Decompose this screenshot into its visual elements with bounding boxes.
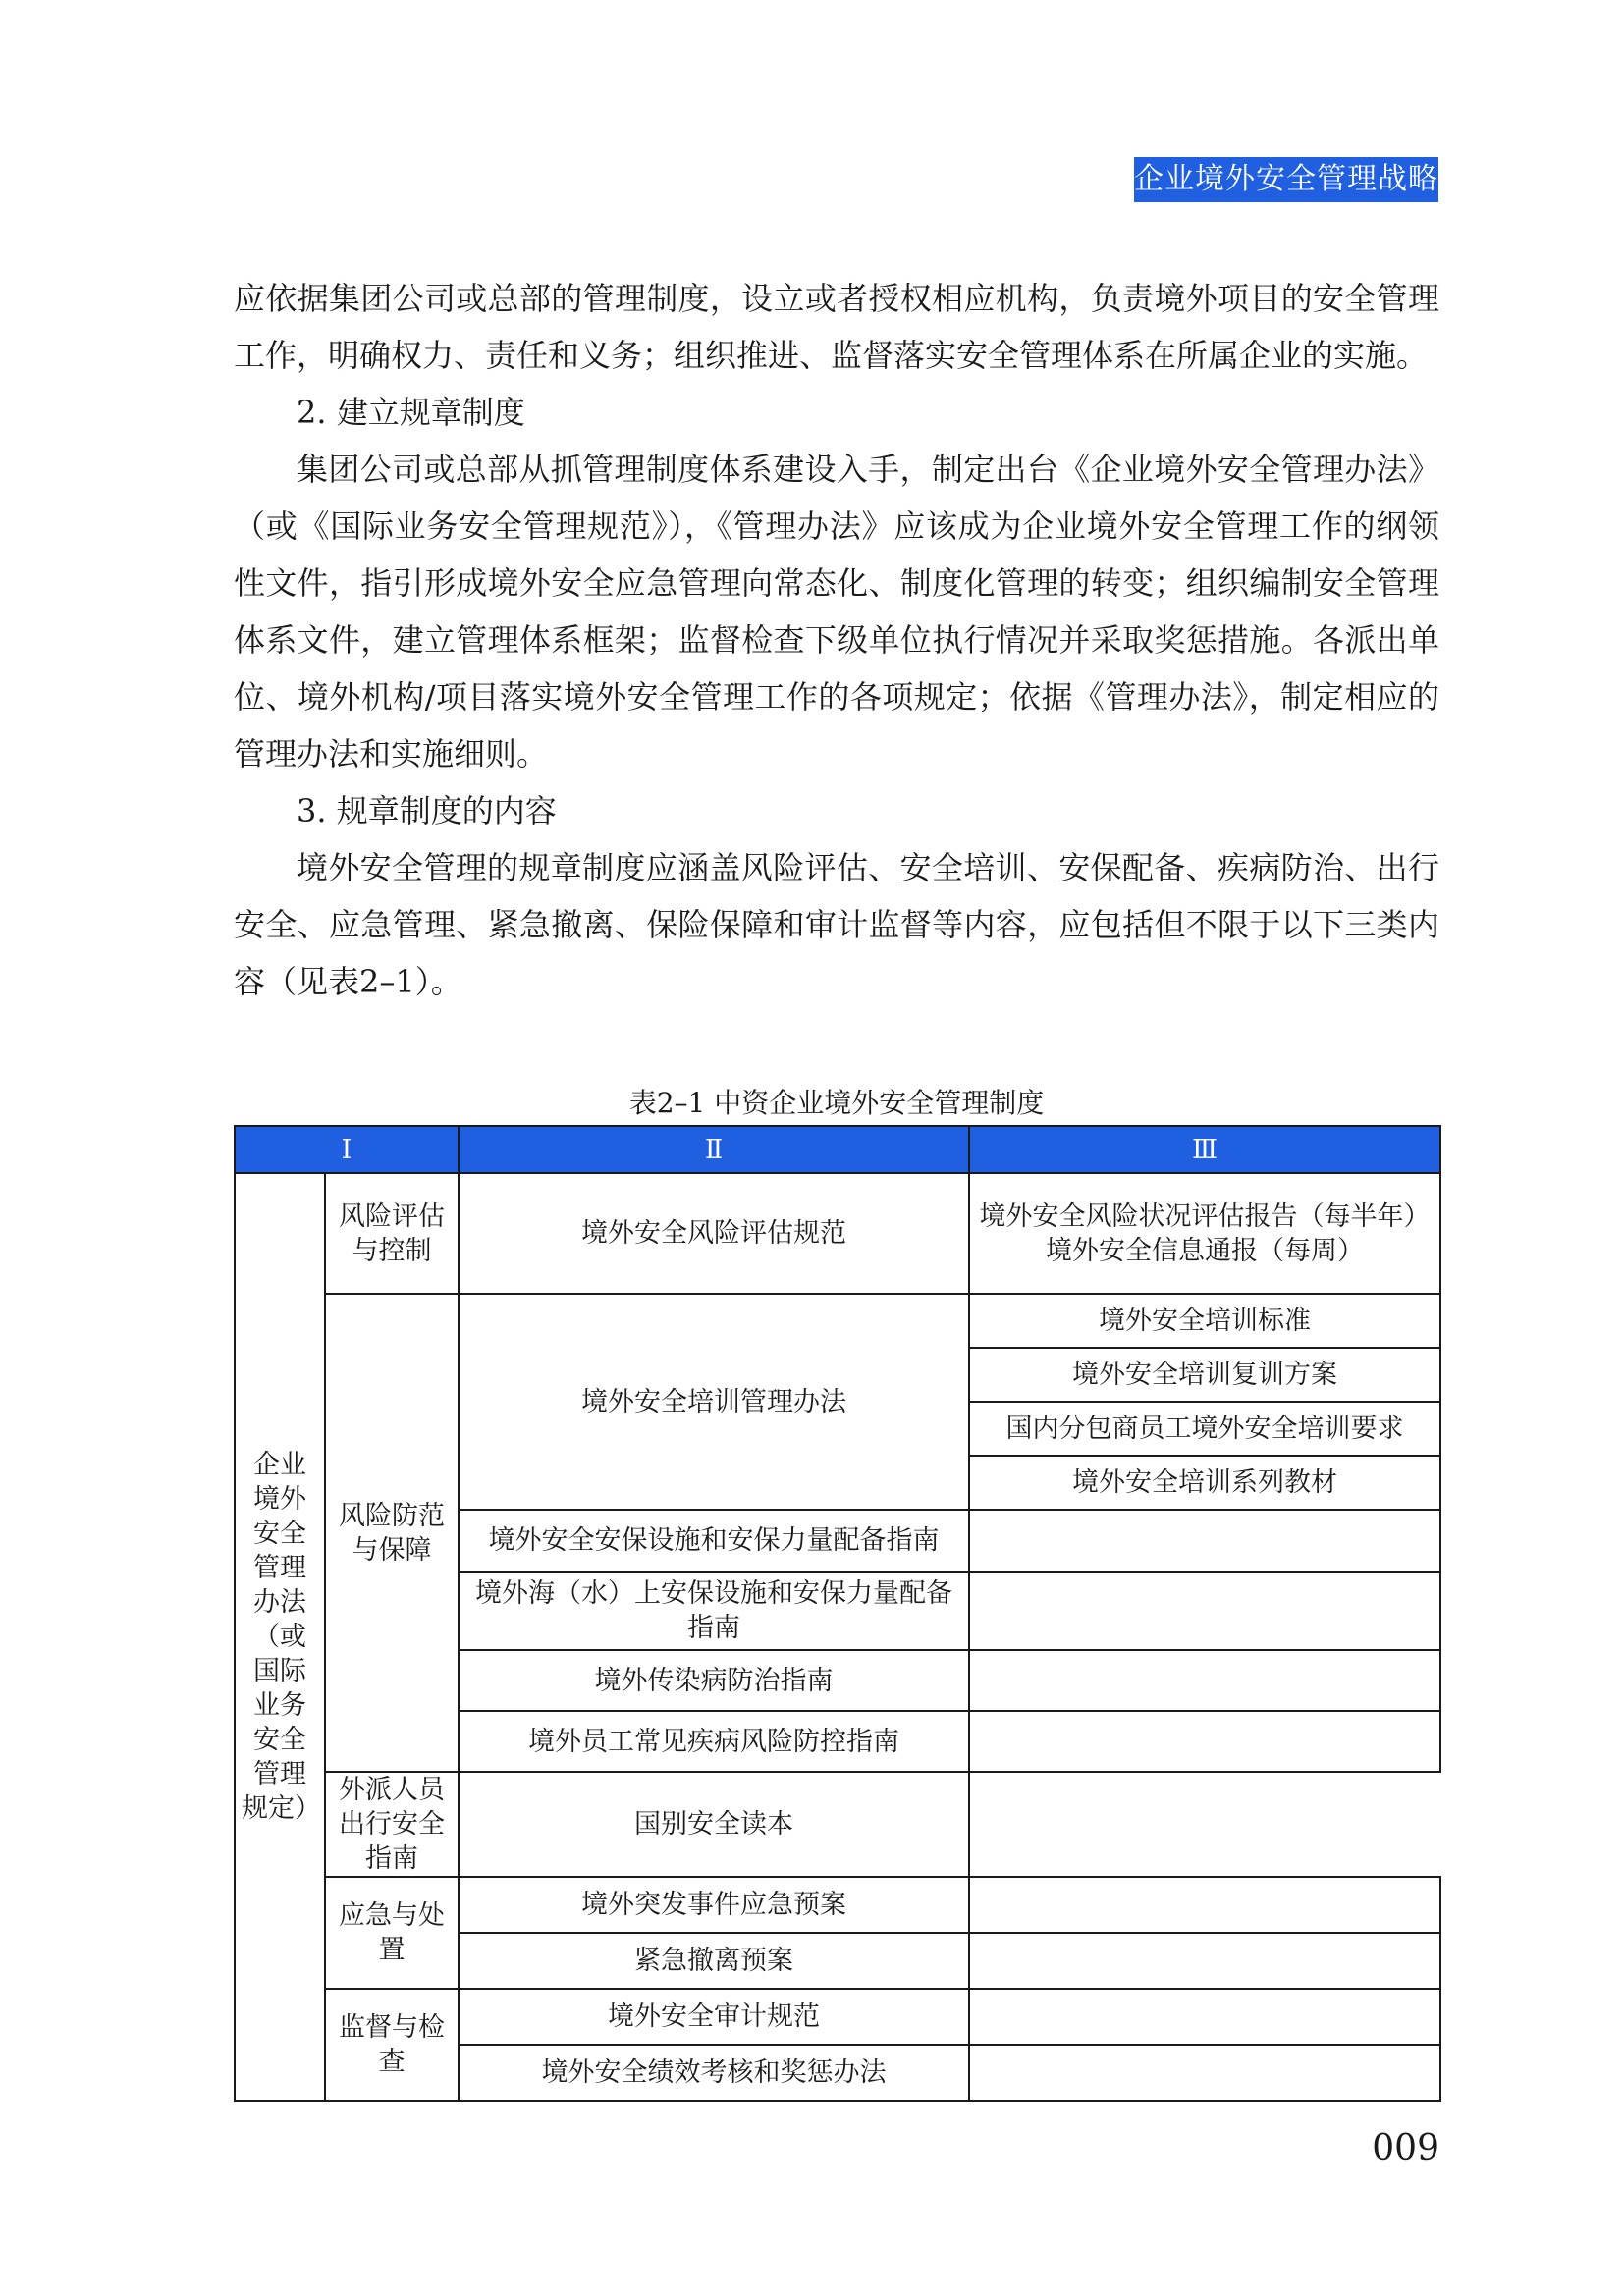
table-caption: 表2–1 中资企业境外安全管理制度 (628, 1087, 1045, 1119)
paragraph: 集团公司或总部从抓管理制度体系建设入手，制定出台《企业境外安全管理办法》（或《国际业务安全管理规范》），《管理办法》应该成为企业境外安全管理工作的纲领性文件，指引形成境外安全应急管理向常态化、制度化管理的转变；组织编制安全管理体系文件，建立管理体系框架；监督检查下级单位执行情况并采取奖惩措施。各派出单位、境外机构/项目落实境外安全管理工作的各项规定；依据《管理办法》，制定相应的管理办法和实施细则。 (234, 451, 1439, 773)
paragraph: 应依据集团公司或总部的管理制度，设立或者授权相应机构，负责境外项目的安全管理工作，明确权力、责任和义务；组织推进、监督落实安全管理体系在所属企业的实施。 (234, 280, 1439, 374)
level3-item: 境外安全信息通报（每周） (1046, 1235, 1365, 1266)
level2-cell: 境外安全绩效考核和奖惩办法 (459, 2045, 969, 2101)
table-row (235, 1772, 1440, 1877)
group-cell: 应急与处置 (325, 1877, 459, 1989)
level2-cell: 境外安全风险评估规范 (459, 1173, 969, 1294)
level3-cell (969, 1877, 1440, 1933)
level3-cell: 国内分包商员工境外安全培训要求 (969, 1402, 1440, 1456)
table-row (235, 1989, 1440, 2045)
level3-cell: 境外安全培训复训方案 (969, 1348, 1440, 1402)
section-heading: 2. 建立规章制度 (297, 394, 525, 431)
level2-cell: 境外安全培训管理办法 (459, 1294, 969, 1510)
level3-cell (969, 1650, 1440, 1711)
level3-item: 境外安全风险状况评估报告（每半年） (979, 1201, 1431, 1232)
table-row (235, 1173, 1440, 1294)
table-row (235, 1877, 1440, 1933)
level2-cell: 境外突发事件应急预案 (459, 1877, 969, 1933)
level3-cell (969, 1572, 1440, 1650)
header-cell-3: Ⅲ (969, 1126, 1440, 1173)
level3-cell (969, 1711, 1440, 1772)
level3-cell (969, 1510, 1440, 1572)
table-header-row (235, 1126, 1440, 1173)
paragraph: 境外安全管理的规章制度应涵盖风险评估、安全培训、安保配备、疾病防治、出行安全、应急管理、紧急撤离、保险保障和审计监督等内容，应包括但不限于以下三类内容（见表2–1）。 (234, 849, 1439, 1000)
level2-cell: 境外员工常见疾病风险防控指南 (459, 1711, 969, 1772)
level2-cell: 紧急撤离预案 (459, 1933, 969, 1989)
level2-cell: 境外安全审计规范 (459, 1989, 969, 2045)
level1-cell: 企业境外安全管理办法（或国际业务安全管理规定） (235, 1173, 325, 2101)
running-header: 企业境外安全管理战略 (1134, 157, 1438, 202)
regulation-table (234, 1125, 1441, 2102)
header-cell-1: Ⅰ (235, 1126, 459, 1173)
level3-cell: 国别安全读本 (459, 1772, 969, 1877)
level3-cell: 境外安全培训系列教材 (969, 1456, 1440, 1510)
level3-cell (969, 1933, 1440, 1989)
level2-cell: 外派人员出行安全指南 (325, 1772, 459, 1877)
level3-cell (969, 1989, 1440, 2045)
section-heading: 3. 规章制度的内容 (297, 792, 557, 829)
level2-cell: 境外安全安保设施和安保力量配备指南 (459, 1510, 969, 1572)
group-cell: 风险评估与控制 (325, 1173, 459, 1294)
group-cell: 监督与检查 (325, 1989, 459, 2101)
page-number: 009 (1372, 2128, 1439, 2168)
level2-cell: 境外传染病防治指南 (459, 1650, 969, 1711)
level2-cell: 境外海（水）上安保设施和安保力量配备指南 (459, 1572, 969, 1650)
level3-cell: 境外安全培训标准 (969, 1294, 1440, 1348)
level3-cell (969, 1173, 1440, 1294)
table-row (235, 1294, 1440, 1348)
body-text (234, 270, 1439, 1010)
header-cell-2: Ⅱ (459, 1126, 969, 1173)
group-cell: 风险防范与保障 (325, 1294, 459, 1772)
level3-cell (969, 2045, 1440, 2101)
